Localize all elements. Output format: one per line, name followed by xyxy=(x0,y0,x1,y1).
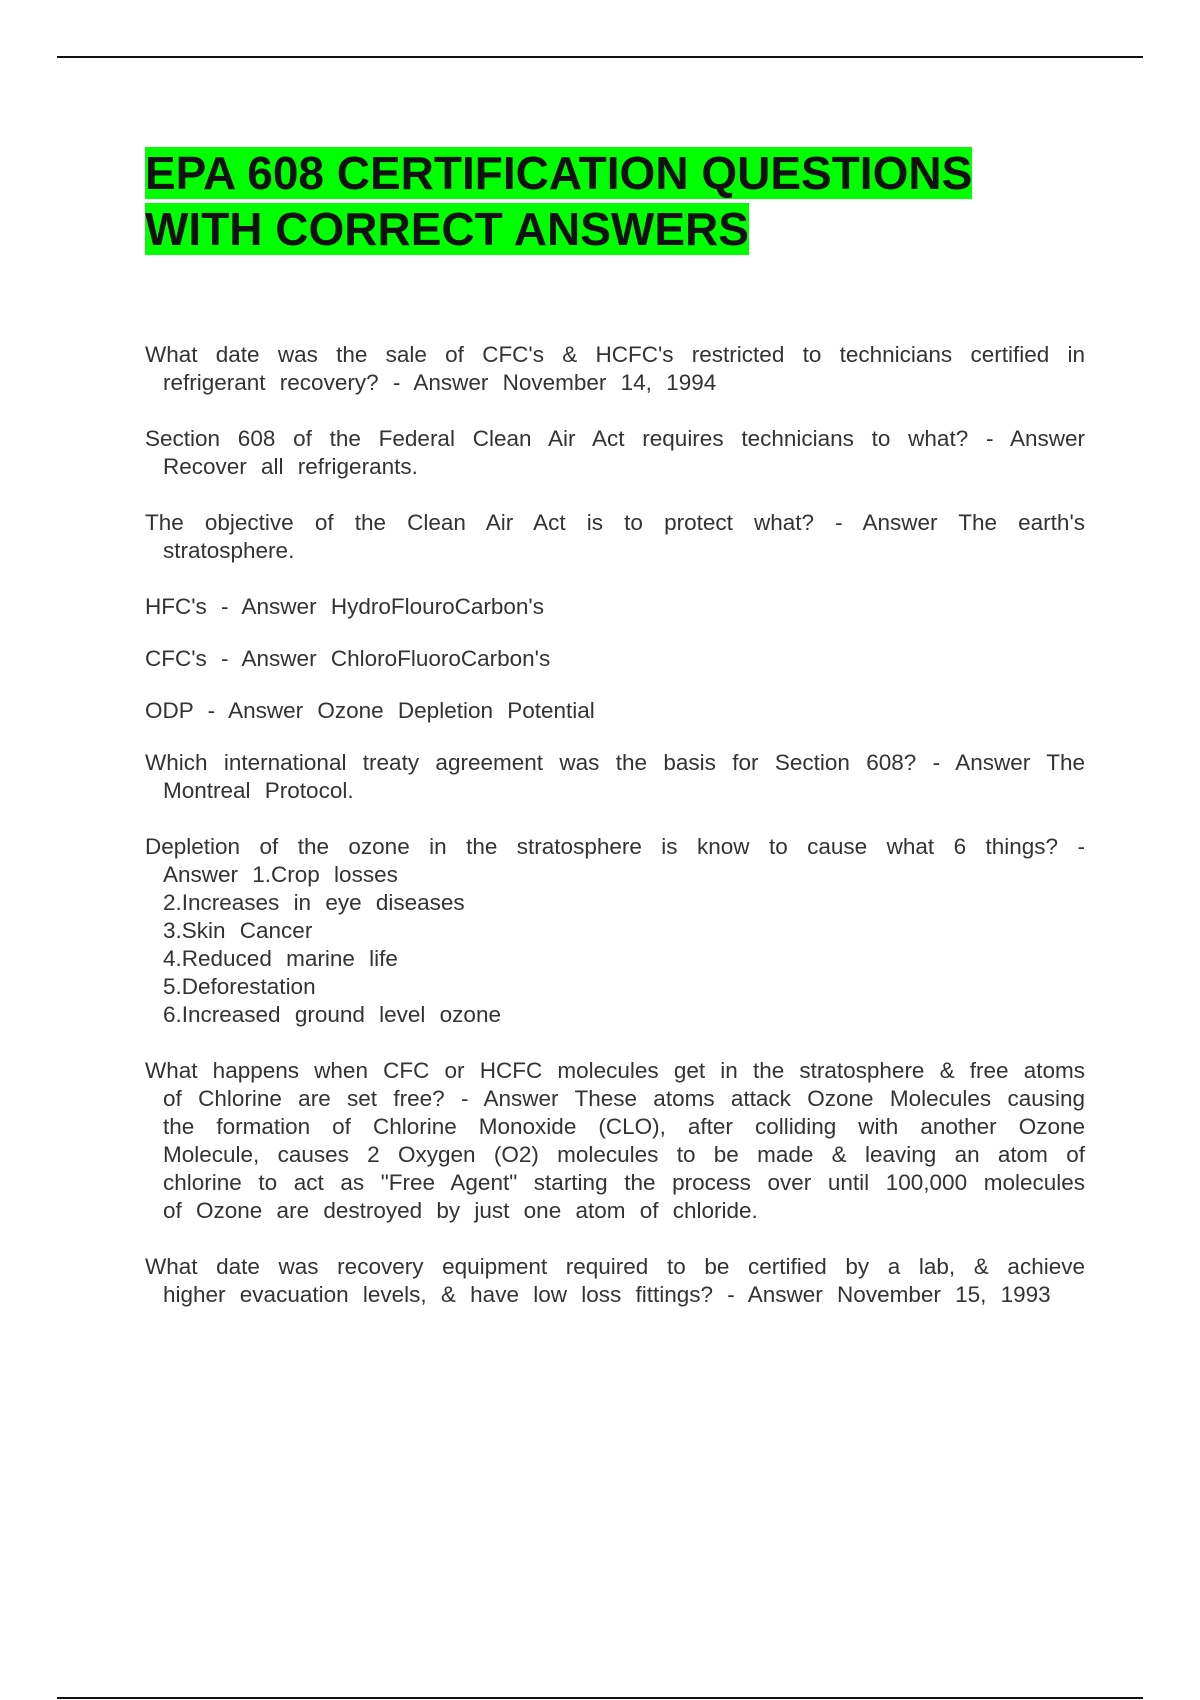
qa-item: ODP - Answer Ozone Depletion Potential xyxy=(145,698,595,723)
bottom-rule xyxy=(57,1697,1143,1699)
qa-list xyxy=(145,341,1085,1309)
document-title xyxy=(145,145,1085,257)
title-highlight: EPA 608 CERTIFICATION QUESTIONS WITH CORRECT ANSWERS xyxy=(145,147,973,255)
qa-item: What happens when CFC or HCFC molecules get in the stratosphere & free atoms of Chlorine are set free? - Answer These atoms attack Ozone Molecules causing the formation of Chlorine Monoxide (CLO), after colliding with another Ozone Molecule, causes 2 Oxygen (O2) molecules to be made & leaving an atom of chlorine to act as "Free Agent" starting the process over until 100,000 molecules of Ozone are destroyed by just one atom of chloride. xyxy=(145,1058,1085,1223)
qa-item: Which international treaty agreement was the basis for Section 608? - Answer The Montreal Protocol. xyxy=(145,750,1085,803)
qa-item: Depletion of the ozone in the stratosphere is know to cause what 6 things? - Answer 1.Crop losses 2.Increases in eye diseases 3.Skin Cancer 4.Reduced marine life 5.Deforestation 6.Increased ground level ozone xyxy=(145,834,1085,1027)
qa-item: What date was recovery equipment required to be certified by a lab, & achieve higher evacuation levels, & have low loss fittings? - Answer November 15, 1993 xyxy=(145,1254,1085,1307)
qa-item: The objective of the Clean Air Act is to protect what? - Answer The earth's stratosphere. xyxy=(145,510,1085,563)
qa-item: HFC's - Answer HydroFlouroCarbon's xyxy=(145,594,544,619)
qa-item: Section 608 of the Federal Clean Air Act requires technicians to what? - Answer Recover all refrigerants. xyxy=(145,426,1085,479)
top-rule xyxy=(57,56,1143,58)
qa-item: CFC's - Answer ChloroFluoroCarbon's xyxy=(145,646,551,671)
qa-item: What date was the sale of CFC's & HCFC's restricted to technicians certified in refrigerant recovery? - Answer November 14, 1994 xyxy=(145,342,1085,395)
document-body xyxy=(145,145,1085,1337)
